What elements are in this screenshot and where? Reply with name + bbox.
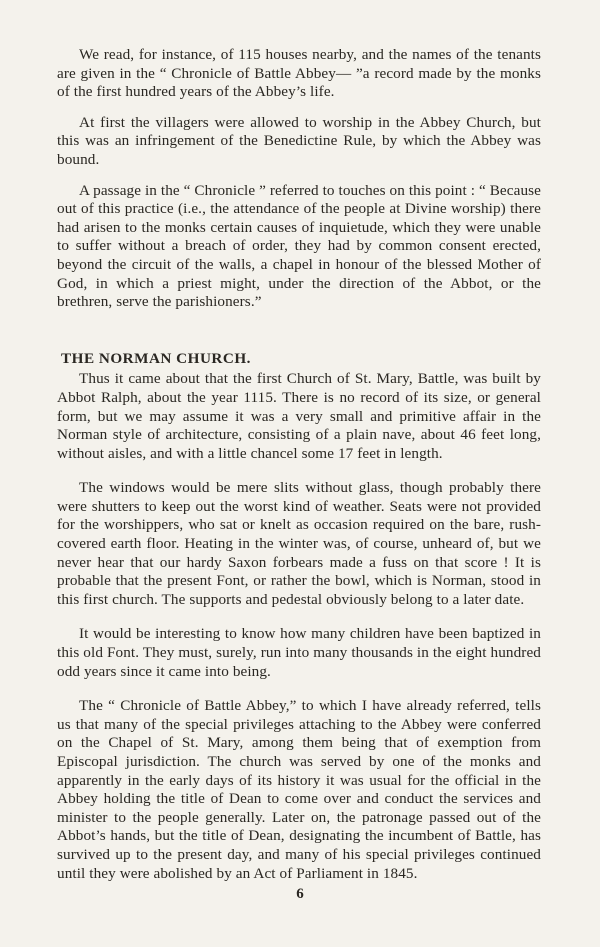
paragraph-chronicle-passage: A passage in the “ Chronicle ” referred to touches on this point : “ Because out of this practice (i.e., the attendance of the people at Divine worship) there had arisen to the monks certain causes of inquietude, which they were unable to suffer without a breach of order, they had by common consent erected, beyond the circuit of the walls, a chapel in honour of the blessed Mother of God, in which a priest might, under the direction of the Abbot, or the brethren, serve the parishioners.”	[57, 181, 541, 311]
page-body	[57, 46, 541, 883]
section-heading: THE NORMAN CHURCH.	[61, 349, 251, 367]
paragraph-font: It would be interesting to know how many children have been baptized in this old Font. They must, surely, run into many thousands in the eight hundred odd years since it came into being.	[57, 625, 541, 680]
page-number: 6	[296, 886, 304, 902]
paragraph-villagers: At first the villagers were allowed to worship in the Abbey Church, but this was an infringement of the Benedictine Rule, by which the Abbey was bound.	[57, 113, 541, 168]
paragraph-windows: The windows would be mere slits without glass, though probably there were shutters to keep out the worst kind of weather. Seats were not provided for the worshippers, who sat or knelt as occasion required on the bare, rush-covered earth floor. Heating in the winter was, of course, unheard of, but we never hear that our hardy Saxon forbears made a fuss on that score ! It is probable that the present Font, or rather the bowl, which is Norman, stood in this first church. The supports and pedestal obviously belong to a later date.	[57, 479, 541, 608]
paragraph-first-church: Thus it came about that the first Church of St. Mary, Battle, was built by Abbot Ralph, about the year 1115. There is no record of its size, or general form, but we may assume it was a very small and primitive affair in the Norman style of architecture, consisting of a plain nave, about 46 feet long, without aisles, and with a little chancel some 17 feet in length.	[57, 370, 541, 462]
paragraph-houses: We read, for instance, of 115 houses nearby, and the names of the tenants are given in the “ Chronicle of Battle Abbey— ”a record made by the monks of the first hundred years of the Abbey’s life.	[57, 46, 541, 101]
paragraph-privileges: The “ Chronicle of Battle Abbey,” to which I have already referred, tells us that many of the special privileges attaching to the Abbey were conferred on the Chapel of St. Mary, among them being that of exemption from Episcopal jurisdiction. The church was served by one of the monks and apparently in the early days of its history it was usual for the official in the Abbey holding the title of Dean to come over and conduct the services and minister to the people generally. Later on, the patronage passed out of the Abbot’s hands, but the title of Dean, designating the incumbent of Battle, has survived up to the present day, and many of his special privileges continued until they were abolished by an Act of Parliament in 1845.	[57, 697, 541, 882]
